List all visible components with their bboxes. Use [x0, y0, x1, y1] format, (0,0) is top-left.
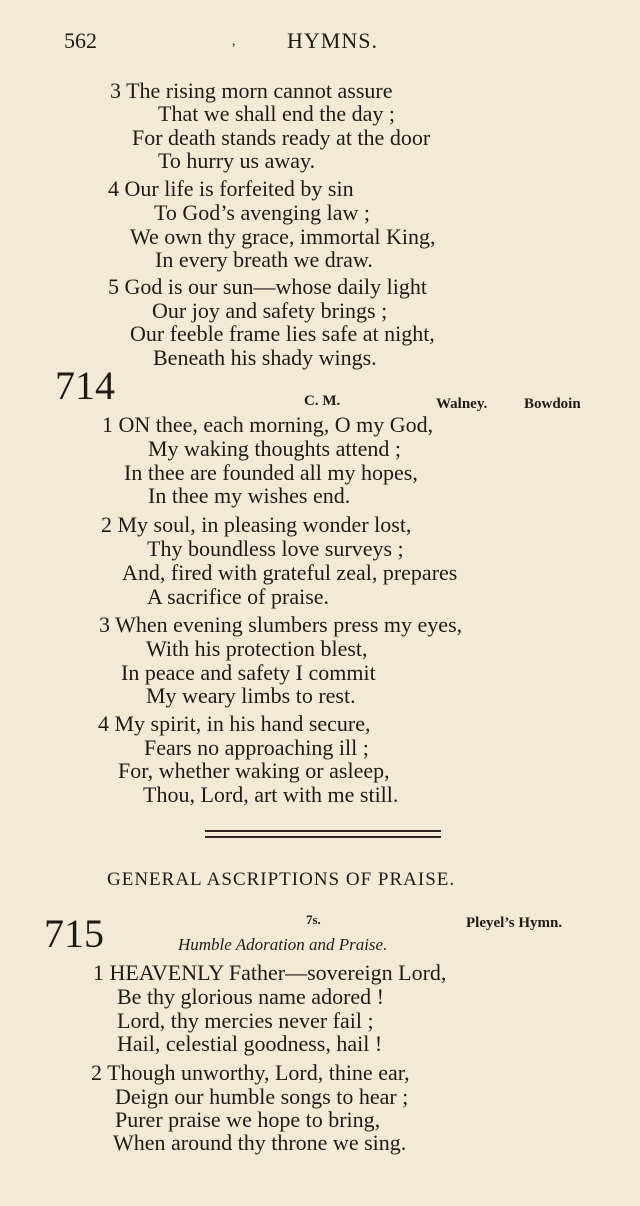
verse-line: Be thy glorious name adored ! [117, 984, 384, 1009]
verse-line: Our feeble frame lies safe at night, [130, 321, 435, 346]
verse-line: 3 The rising morn cannot assure [110, 78, 393, 103]
verse-line: Fears no approaching ill ; [144, 735, 369, 760]
verse-line: In thee are founded all my hopes, [124, 460, 418, 485]
verse-line: 4 My spirit, in his hand secure, [98, 711, 371, 736]
verse-line: To God’s avenging law ; [154, 200, 370, 225]
hymn-subtitle: Humble Adoration and Praise. [178, 935, 388, 954]
verse-line: For death stands ready at the door [132, 125, 431, 150]
verse-line: My waking thoughts attend ; [148, 436, 401, 461]
verse-line: 2 My soul, in pleasing wonder lost, [101, 512, 412, 537]
verse-line: Thou, Lord, art with me still. [143, 782, 399, 807]
hymn-number-714: 714 [55, 363, 115, 408]
verse-line: And, fired with grateful zeal, prepares [122, 560, 458, 585]
verse-line: We own thy grace, immortal King, [130, 224, 436, 249]
hymn-meter: C. M. [304, 393, 341, 409]
verse-line: My weary limbs to rest. [146, 683, 356, 708]
verse-line: In every breath we draw. [155, 247, 373, 272]
verse-line: Lord, thy mercies never fail ; [117, 1008, 374, 1033]
page-number: 562 [64, 28, 97, 53]
verse-line: In thee my wishes end. [148, 483, 351, 508]
section-rule-bottom [205, 836, 441, 838]
verse-line: Thy boundless love surveys ; [147, 536, 404, 561]
verse-line: In peace and safety I commit [121, 660, 376, 685]
header-mark: , [232, 34, 236, 49]
section-heading: GENERAL ASCRIPTIONS OF PRAISE. [107, 869, 456, 890]
verse-line: To hurry us away. [158, 148, 316, 173]
verse-line: 1 ON thee, each morning, O my God, [102, 412, 434, 437]
verse-line: For, whether waking or asleep, [118, 758, 390, 783]
verse-line: Deign our humble songs to hear ; [115, 1084, 409, 1109]
verse-line: When around thy throne we sing. [113, 1130, 407, 1155]
tune-name: Pleyel’s Hymn. [466, 915, 563, 931]
verse-line: 2 Though unworthy, Lord, thine ear, [91, 1060, 410, 1085]
verse-line: 4 Our life is forfeited by sin [108, 176, 354, 201]
verse-line: Our joy and safety brings ; [152, 298, 388, 323]
verse-line: With his protection blest, [146, 636, 368, 661]
verse-line: Hail, celestial goodness, hail ! [117, 1031, 383, 1056]
verse-line: That we shall end the day ; [158, 101, 396, 126]
verse-line: Purer praise we hope to bring, [115, 1107, 381, 1132]
hymn-number-715: 715 [44, 911, 104, 956]
hymn-meter: 7s. [306, 912, 321, 927]
section-rule-top [205, 830, 441, 832]
page-title: HYMNS. [287, 28, 378, 53]
verse-line: 1 HEAVENLY Father—sovereign Lord, [93, 960, 447, 985]
verse-line: Beneath his shady wings. [153, 345, 377, 370]
verse-line: A sacrifice of praise. [147, 584, 330, 609]
verse-line: 5 God is our sun—whose daily light [108, 274, 427, 299]
verse-line: 3 When evening slumbers press my eyes, [99, 612, 463, 637]
tune-name: Walney. [436, 396, 488, 412]
tune-name: Bowdoin [524, 396, 581, 412]
